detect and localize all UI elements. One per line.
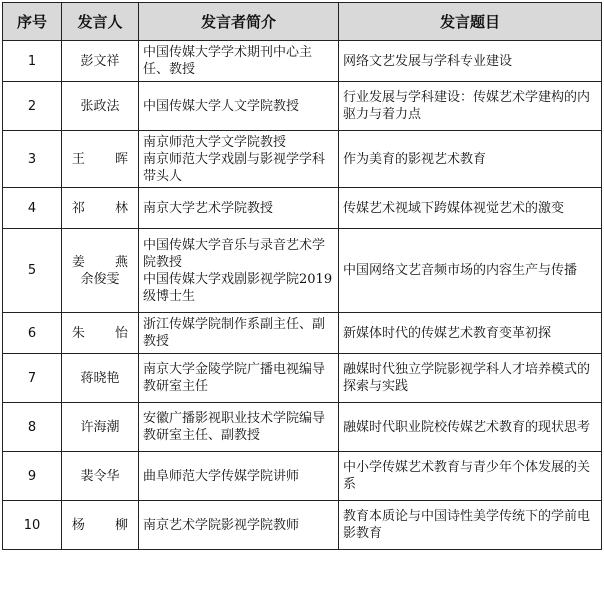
speaker-cell	[62, 501, 142, 550]
row-index: 1	[3, 41, 62, 82]
talk-topic: 中小学传媒艺术教育与青少年个体发展的关系	[339, 452, 602, 501]
speaker-bio: 浙江传媒学院制作系副主任、副教授	[139, 313, 339, 354]
table-row	[3, 188, 602, 229]
speaker-bio: 中国传媒大学音乐与录音艺术学院教授 中国传媒大学戏剧影视学院2019级博士生	[139, 229, 339, 313]
row-index: 5	[3, 229, 62, 313]
talk-topic: 作为美育的影视艺术教育	[339, 131, 602, 188]
talk-topic: 网络文艺发展与学科专业建设	[339, 41, 602, 82]
header-row	[3, 3, 602, 41]
col-header-speaker: 发言人	[62, 3, 139, 41]
table-row	[3, 82, 602, 131]
table-row	[3, 501, 602, 550]
speaker-name: 余俊雯	[80, 271, 120, 287]
talk-topic: 中国网络文艺音频市场的内容生产与传播	[339, 229, 602, 313]
speaker-name: 姜 燕	[71, 254, 142, 270]
speaker-cell	[62, 313, 142, 354]
row-index: 8	[3, 403, 62, 452]
speaker-cell	[62, 354, 139, 403]
speaker-cell	[62, 131, 142, 188]
col-header-bio: 发言者简介	[139, 3, 339, 41]
speaker-bio: 曲阜师范大学传媒学院讲师	[139, 452, 339, 501]
speaker-bio: 南京大学艺术学院教授	[139, 188, 339, 229]
speaker-name: 彭文祥	[80, 53, 120, 69]
speaker-cell	[62, 188, 142, 229]
speaker-bio: 中国传媒大学人文学院教授	[139, 82, 339, 131]
speaker-name: 朱 怡	[71, 325, 142, 341]
table-row	[3, 354, 602, 403]
talk-topic: 融媒时代独立学院影视学科人才培养模式的探索与实践	[339, 354, 602, 403]
speaker-cell	[62, 229, 142, 313]
speaker-name: 杨 柳	[71, 517, 142, 533]
talk-topic: 教育本质论与中国诗性美学传统下的学前电影教育	[339, 501, 602, 550]
table-row	[3, 403, 602, 452]
speaker-name: 许海潮	[80, 419, 120, 435]
table-row	[3, 41, 602, 82]
speaker-name: 裴令华	[80, 468, 120, 484]
speaker-bio: 南京艺术学院影视学院教师	[139, 501, 339, 550]
row-index: 7	[3, 354, 62, 403]
talk-topic: 融媒时代职业院校传媒艺术教育的现状思考	[339, 403, 602, 452]
speaker-cell	[62, 41, 139, 82]
speaker-cell	[62, 82, 139, 131]
table-row	[3, 452, 602, 501]
speakers-table	[2, 2, 602, 550]
talk-topic: 新媒体时代的传媒艺术教育变革初探	[339, 313, 602, 354]
speaker-name: 祁 林	[71, 200, 142, 216]
speaker-name: 张政法	[80, 98, 120, 114]
speaker-bio: 南京大学金陵学院广播电视编导教研室主任	[139, 354, 339, 403]
table-row	[3, 229, 602, 313]
speaker-cell	[62, 452, 139, 501]
speaker-bio: 南京师范大学文学院教授 南京师范大学戏剧与影视学学科带头人	[139, 131, 339, 188]
speaker-cell	[62, 403, 139, 452]
table-row	[3, 131, 602, 188]
talk-topic: 行业发展与学科建设：传媒艺术学建构的内驱力与着力点	[339, 82, 602, 131]
row-index: 6	[3, 313, 62, 354]
col-header-topic: 发言题目	[339, 3, 602, 41]
speaker-bio: 安徽广播影视职业技术学院编导教研室主任、副教授	[139, 403, 339, 452]
row-index: 9	[3, 452, 62, 501]
talk-topic: 传媒艺术视域下跨媒体视觉艺术的激变	[339, 188, 602, 229]
row-index: 2	[3, 82, 62, 131]
speaker-name: 蒋晓艳	[80, 370, 120, 386]
row-index: 3	[3, 131, 62, 188]
speaker-name: 王 晖	[71, 151, 142, 167]
speaker-bio: 中国传媒大学学术期刊中心主任、教授	[139, 41, 339, 82]
col-header-index: 序号	[3, 3, 62, 41]
row-index: 4	[3, 188, 62, 229]
table-row	[3, 313, 602, 354]
row-index: 10	[3, 501, 62, 550]
